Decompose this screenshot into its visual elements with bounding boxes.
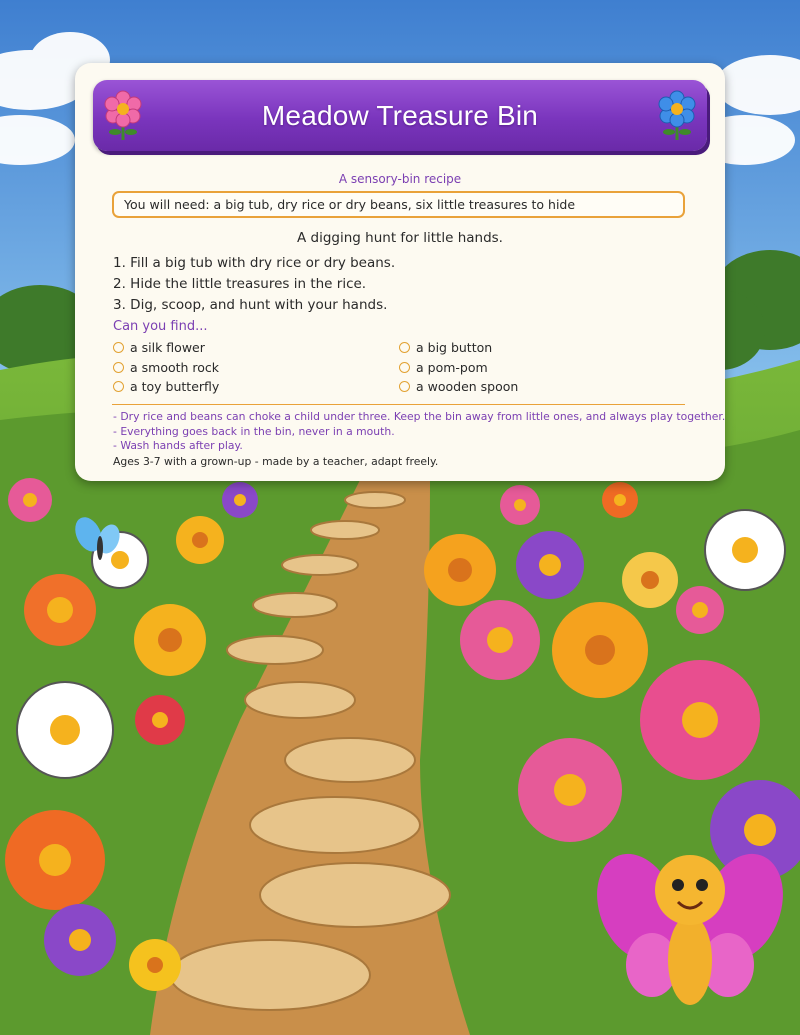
- circle-checkbox-icon[interactable]: [113, 362, 124, 373]
- checklist-item[interactable]: [113, 377, 399, 397]
- circle-checkbox-icon[interactable]: [113, 342, 124, 353]
- recipe-card: [75, 63, 725, 481]
- safety-note: - Everything goes back in the bin, never in a mouth.: [113, 424, 395, 438]
- circle-checkbox-icon[interactable]: [399, 381, 410, 392]
- checklist-label: a silk flower: [130, 340, 205, 356]
- safety-note: - Dry rice and beans can choke a child under three. Keep the bin away from little ones, and always play together.: [113, 410, 726, 423]
- credit-line: Ages 3-7 with a grown-up - made by a teacher, adapt freely.: [113, 455, 439, 468]
- step-item: 2. Hide the little treasures in the rice.: [113, 276, 367, 292]
- recipe-subtitle: A sensory-bin recipe: [338, 172, 462, 186]
- checklist-label: a big button: [416, 340, 493, 356]
- checklist-item[interactable]: [399, 338, 685, 358]
- safety-note: - Wash hands after play.: [113, 439, 243, 452]
- divider: [112, 404, 685, 405]
- steps-list: [113, 253, 395, 316]
- checklist-label: a wooden spoon: [416, 379, 519, 395]
- checklist-label: a smooth rock: [130, 359, 220, 375]
- safety-notes: [113, 410, 726, 454]
- checklist-item[interactable]: [113, 338, 399, 358]
- checklist-label: a toy butterfly: [130, 379, 220, 395]
- step-item: 1. Fill a big tub with dry rice or dry beans.: [113, 255, 396, 271]
- checklist-item[interactable]: [399, 358, 685, 378]
- find-heading: Can you find...: [113, 319, 208, 334]
- checklist-item[interactable]: [113, 358, 399, 378]
- materials-box: You will need: a big tub, dry rice or dry beans, six little treasures to hide: [112, 191, 685, 218]
- circle-checkbox-icon[interactable]: [113, 381, 124, 392]
- pink-flower-icon: [101, 90, 145, 142]
- find-checklist: [113, 338, 693, 397]
- checklist-item[interactable]: [399, 377, 685, 397]
- blue-flower-icon: [655, 90, 699, 142]
- step-item: 3. Dig, scoop, and hunt with your hands.: [113, 297, 388, 313]
- recipe-tagline: A digging hunt for little hands.: [297, 230, 503, 246]
- circle-checkbox-icon[interactable]: [399, 362, 410, 373]
- page-title: Meadow Treasure Bin: [261, 99, 539, 131]
- checklist-label: a pom-pom: [416, 359, 488, 375]
- title-banner: [93, 80, 707, 151]
- circle-checkbox-icon[interactable]: [399, 342, 410, 353]
